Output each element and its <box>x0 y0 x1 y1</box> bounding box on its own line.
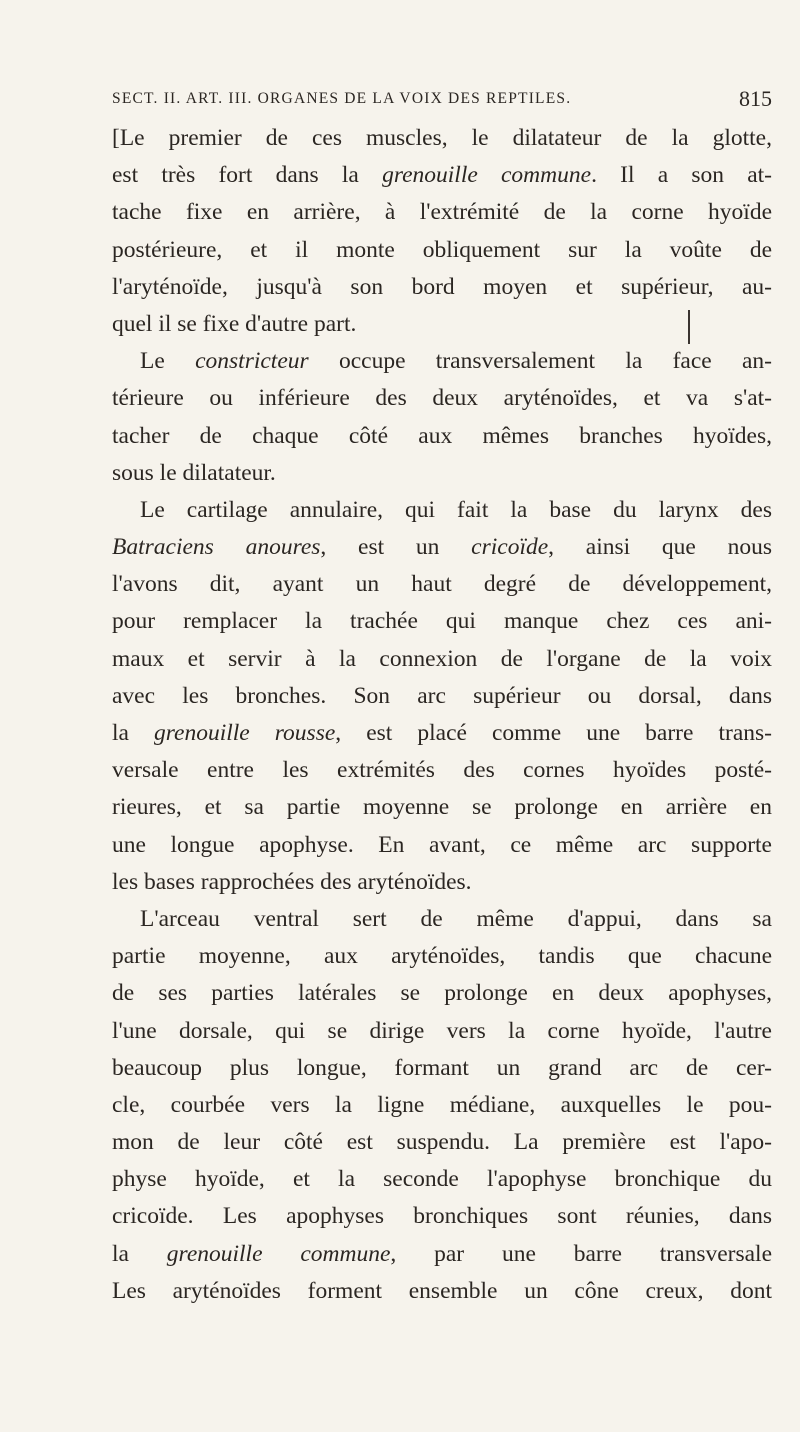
text-segment: tache fixe en arrière, à l'extrémité de la corne hyoïde <box>112 199 772 226</box>
text-segment: les bases rapprochées des aryténoïdes. <box>112 868 472 895</box>
text-line <box>112 789 772 826</box>
text-line <box>112 120 772 157</box>
text-segment: cle, courbée vers la ligne médiane, auxquelles le pou- <box>112 1091 772 1118</box>
text-line <box>112 418 772 455</box>
text-segment: l'aryténoïde, jusqu'à son bord moyen et supérieur, au- <box>112 273 772 300</box>
text-segment: , est placé comme une barre trans- <box>335 720 772 746</box>
text-segment: avec les bronches. Son arc supérieur ou dorsal, dans <box>112 682 772 709</box>
text-segment: postérieure, et il monte obliquement sur la voûte de <box>112 236 772 263</box>
italic-text: grenouille rousse <box>154 720 336 746</box>
text-line <box>112 827 772 864</box>
text-segment: Les aryténoïdes forment ensemble un cône creux, dont <box>112 1277 772 1304</box>
text-line <box>112 343 772 380</box>
text-segment: une longue apophyse. En avant, ce même arc supporte <box>112 831 772 858</box>
text-segment: , ainsi que nous <box>548 534 772 561</box>
text-segment: de ses parties latérales se prolonge en deux apophyses, <box>112 980 772 1007</box>
text-line <box>112 752 772 789</box>
text-segment: mon de leur côté est suspendu. La première est l'apo- <box>112 1129 772 1156</box>
page-header <box>112 86 772 118</box>
text-line <box>112 455 772 492</box>
text-segment: la <box>112 1240 167 1267</box>
text-segment: est très fort dans la <box>112 162 383 189</box>
text-line <box>112 529 772 566</box>
text-segment: Le cartilage annulaire, qui fait la base du larynx des <box>140 496 772 523</box>
text-line <box>112 194 772 231</box>
text-segment: [Le premier de ces muscles, le dilatateur de la glotte, <box>112 125 772 151</box>
text-line <box>112 306 772 343</box>
text-line <box>112 269 772 306</box>
text-line <box>112 1124 772 1161</box>
text-line <box>112 1198 772 1235</box>
text-segment: Le <box>140 348 196 375</box>
text-segment: beaucoup plus longue, formant un grand arc de cer- <box>112 1054 772 1081</box>
text-line <box>112 678 772 715</box>
text-line <box>112 1087 772 1124</box>
text-line <box>112 1273 772 1310</box>
text-line <box>112 232 772 269</box>
text-segment: cricoïde. Les apophyses bronchiques sont réunies, dans <box>112 1203 772 1230</box>
text-line <box>112 603 772 640</box>
italic-text: grenouille commune <box>166 1240 391 1267</box>
text-segment: versale entre les extrémités des cornes hyoïdes posté- <box>112 757 772 784</box>
text-segment: tacher de chaque côté aux mêmes branches hyoïdes, <box>112 422 772 449</box>
text-segment: la <box>112 720 155 746</box>
running-head: SECT. II. ART. III. ORGANES DE LA VOIX DES REPTILES. <box>112 90 572 107</box>
text-segment: pour remplacer la trachée qui manque chez ces ani- <box>112 608 772 635</box>
text-segment: quel il se fixe d'autre part. <box>112 310 357 337</box>
italic-text: cricoïde <box>471 534 549 561</box>
text-line <box>112 380 772 417</box>
text-line <box>112 157 772 194</box>
text-segment: physe hyoïde, et la seconde l'apophyse bronchique du <box>112 1166 772 1193</box>
text-segment: l'une dorsale, qui se dirige vers la corne hyoïde, l'autre <box>112 1017 772 1044</box>
text-segment: L'arceau ventral sert de même d'appui, dans sa <box>140 905 772 932</box>
text-segment: rieures, et sa partie moyenne se prolonge en arrière en <box>112 794 772 821</box>
text-segment: l'avons dit, ayant un haut degré de développement, <box>112 571 772 598</box>
text-line <box>112 1013 772 1050</box>
body-text <box>112 120 772 1310</box>
text-segment: maux et servir à la connexion de l'organe de la voix <box>112 645 772 672</box>
italic-text: Batraciens anoures <box>112 534 321 561</box>
text-segment: , est un <box>320 534 472 561</box>
page-number: 815 <box>739 86 772 111</box>
text-line <box>112 492 772 529</box>
text-line <box>112 901 772 938</box>
text-segment: . Il a son at- <box>591 162 772 189</box>
text-line <box>112 975 772 1012</box>
italic-text: grenouille commune <box>382 162 592 189</box>
text-segment: térieure ou inférieure des deux aryténoïdes, et va s'at- <box>112 385 772 412</box>
text-segment: , par une barre transversale <box>390 1240 773 1267</box>
text-segment: partie moyenne, aux aryténoïdes, tandis que chacune <box>112 943 772 970</box>
italic-text: constricteur <box>195 348 309 375</box>
text-line <box>112 1050 772 1087</box>
text-line <box>112 715 772 752</box>
text-line <box>112 566 772 603</box>
text-segment: sous le dilatateur. <box>112 459 276 486</box>
text-line <box>112 864 772 901</box>
text-line <box>112 1161 772 1198</box>
text-segment: occupe transversalement la face an- <box>308 348 772 375</box>
text-line <box>112 938 772 975</box>
text-line <box>112 641 772 678</box>
text-line <box>112 1236 772 1273</box>
